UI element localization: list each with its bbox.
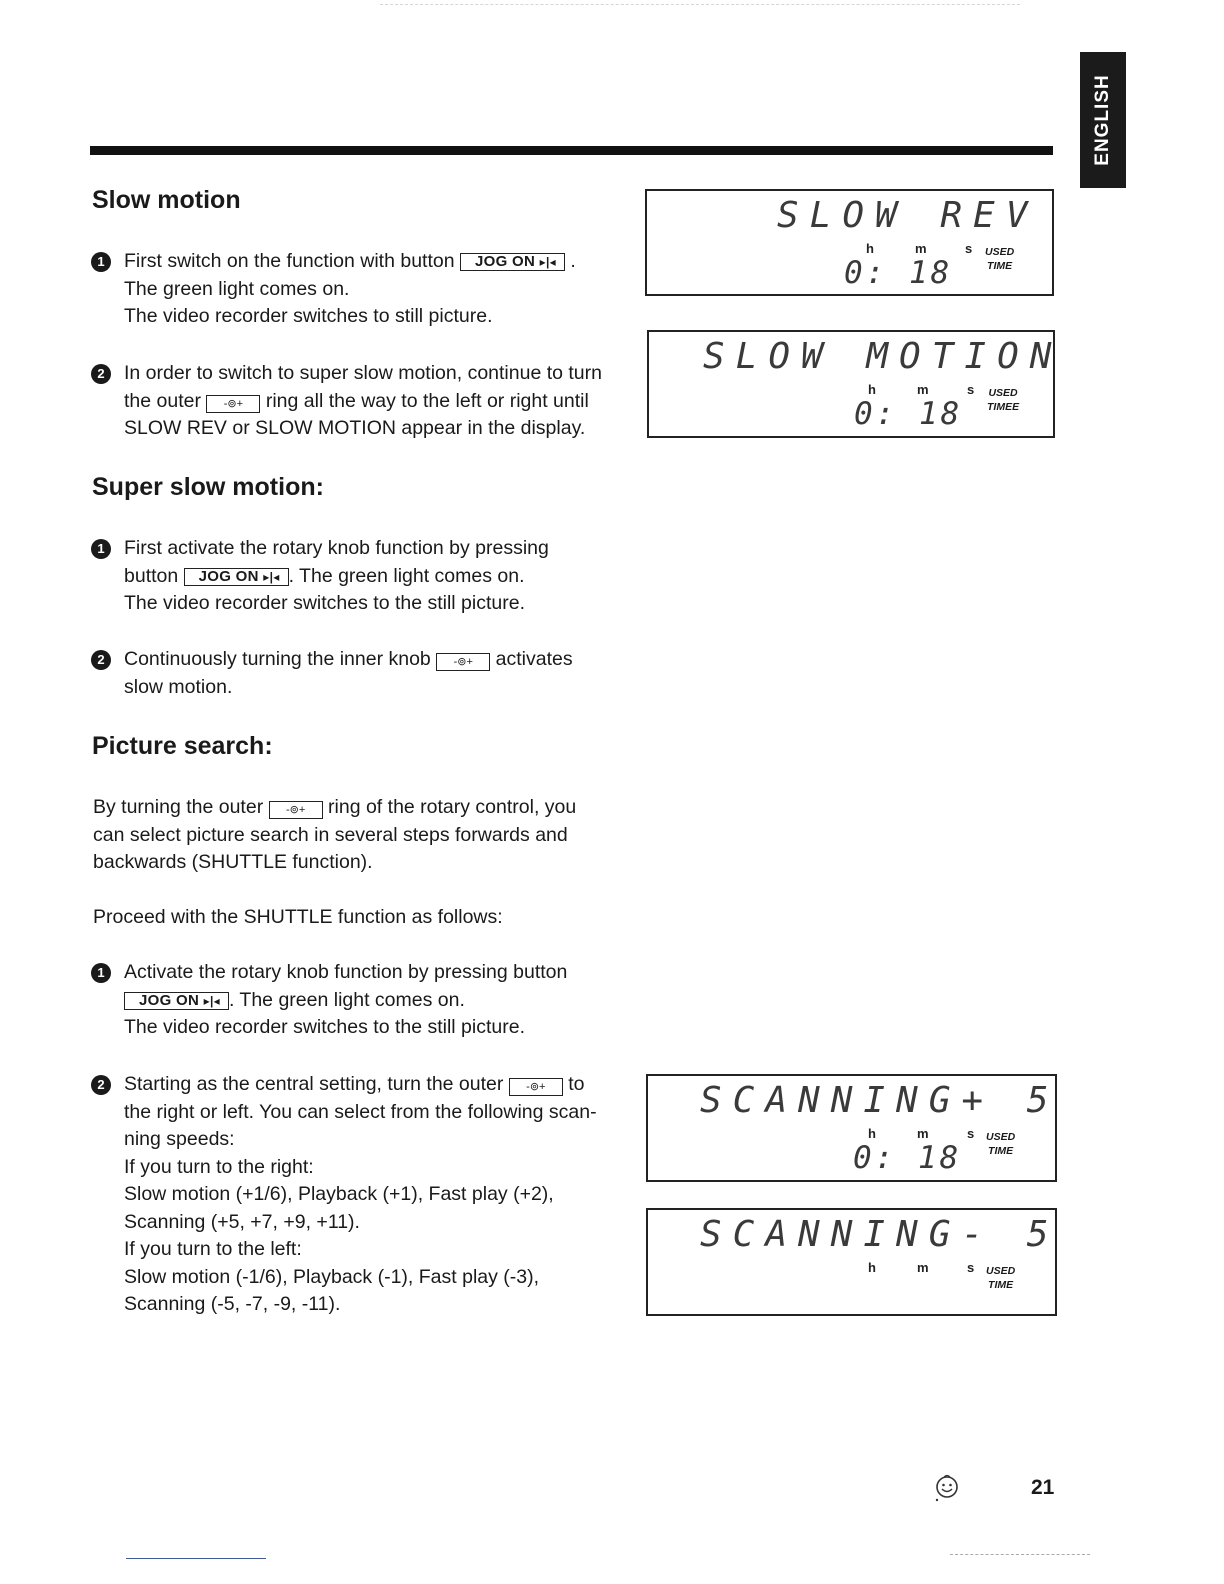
- time-text: TIME: [987, 260, 1013, 272]
- minutes-label: m: [917, 1126, 929, 1141]
- para-text: backwards (SHUTTLE function).: [93, 851, 373, 873]
- para-text: By turning the outer: [93, 796, 264, 818]
- language-label: ENGLISH: [1092, 74, 1113, 166]
- step-text: ring all the way to the left or right until: [265, 389, 589, 412]
- top-rule: [90, 146, 1053, 155]
- display-main-text: SCANNING- 5: [700, 1214, 1060, 1255]
- step-text: First switch on the function with button: [124, 250, 455, 272]
- step-text: to: [568, 1073, 585, 1095]
- step-number: 2: [91, 650, 111, 670]
- para-text: can select picture search in several steps forwards and: [93, 823, 568, 846]
- display-main-text: SLOW REV: [777, 195, 1039, 236]
- slow-motion-step-2: [91, 360, 602, 443]
- seconds-label: s: [965, 241, 973, 256]
- proceed-text: Proceed with the SHUTTLE function as follows:: [93, 906, 503, 928]
- jog-symbol: ▸|◂: [203, 993, 220, 1008]
- picture-search-intro: [93, 794, 576, 877]
- step-text: . The green light comes on.: [228, 988, 465, 1011]
- time-text: TIMEE: [987, 401, 1020, 413]
- heading-picture-search: Picture search:: [92, 732, 273, 760]
- used-time-label: [986, 1264, 1015, 1292]
- step-text: .: [570, 250, 576, 272]
- hours-label: h: [868, 1126, 876, 1141]
- jog-on-button-icon: [184, 568, 289, 586]
- jog-symbol: ▸|◂: [263, 569, 280, 584]
- jog-symbol: ▸|◂: [539, 255, 556, 269]
- time-text: TIME: [988, 1145, 1014, 1157]
- jog-on-button-icon: [460, 253, 565, 271]
- used-text: USED: [988, 387, 1018, 399]
- used-time-label: [987, 386, 1019, 414]
- display-time: 0: 18: [854, 396, 963, 432]
- minutes-label: m: [917, 382, 929, 397]
- minutes-label: m: [915, 241, 927, 256]
- display-slow-motion: [647, 330, 1063, 438]
- picture-search-step-2: [91, 1071, 597, 1319]
- minutes-label: m: [917, 1260, 929, 1275]
- step-text: The video recorder switches to the still picture.: [124, 1016, 526, 1038]
- step-text: . The green light comes on.: [288, 564, 525, 587]
- seconds-label: s: [967, 1260, 975, 1275]
- seconds-label: s: [967, 382, 975, 397]
- language-tab: [1080, 52, 1126, 188]
- display-slow-rev: [645, 189, 1054, 296]
- display-main-text: SLOW MOTION: [703, 336, 1063, 377]
- para-text: ring of the rotary control, you: [328, 796, 577, 818]
- seconds-label: s: [967, 1126, 975, 1141]
- step-text: Starting as the central setting, turn the outer: [124, 1073, 504, 1095]
- step-text: SLOW REV or SLOW MOTION appear in the display.: [124, 417, 586, 439]
- step-text: Continuously turning the inner knob: [124, 648, 431, 670]
- jog-label: JOG ON: [139, 991, 200, 1009]
- used-text: USED: [985, 246, 1015, 258]
- step-text: The green light comes on.: [124, 277, 350, 300]
- step-text: slow motion.: [124, 675, 233, 698]
- step-number: 1: [91, 963, 111, 983]
- step-text: The video recorder switches to still picture.: [124, 305, 493, 327]
- step-text: Scanning (+5, +7, +9, +11).: [124, 1210, 360, 1233]
- time-text: TIME: [988, 1279, 1014, 1291]
- page-number: 21: [1031, 1476, 1055, 1499]
- hours-label: h: [868, 1260, 876, 1275]
- used-text: USED: [986, 1131, 1016, 1143]
- step-text: First activate the rotary knob function by pressing: [124, 537, 549, 559]
- step-text: The video recorder switches to the still picture.: [124, 592, 526, 614]
- step-text: the right or left. You can select from the following scan-: [124, 1100, 597, 1123]
- step-text: Activate the rotary knob function by pressing button: [124, 961, 568, 983]
- jog-label: JOG ON: [198, 567, 259, 585]
- used-time-label: [985, 245, 1014, 273]
- picture-search-step-1: [91, 959, 567, 1042]
- step-text: If you turn to the right:: [124, 1155, 314, 1178]
- hours-label: h: [866, 241, 874, 256]
- slow-motion-step-1: [91, 248, 576, 331]
- outer-ring-icon: -⊚+: [269, 801, 323, 819]
- heading-slow-motion: Slow motion: [92, 186, 241, 214]
- step-number: 1: [91, 252, 111, 272]
- step-text: Slow motion (+1/6), Playback (+1), Fast play (+2),: [124, 1183, 554, 1205]
- heading-super-slow-motion: Super slow motion:: [92, 473, 324, 501]
- used-text: USED: [986, 1265, 1016, 1277]
- smiley-face-icon: [932, 1472, 962, 1502]
- super-slow-step-1: [91, 535, 549, 618]
- scan-artifact-top: [380, 4, 1020, 11]
- jog-on-button-icon: [124, 992, 229, 1010]
- display-scanning-plus: [646, 1074, 1060, 1182]
- super-slow-step-2: [91, 646, 573, 701]
- step-text: ning speeds:: [124, 1128, 235, 1150]
- jog-label: JOG ON: [475, 253, 536, 270]
- display-main-text: SCANNING+ 5: [700, 1080, 1060, 1121]
- display-scanning-minus: [646, 1208, 1060, 1316]
- inner-knob-icon: -⊚+: [436, 653, 490, 671]
- display-time: 0: 18: [853, 1140, 962, 1176]
- step-text: In order to switch to super slow motion, continue to turn: [124, 362, 602, 384]
- display-time: 0: 18: [844, 255, 953, 291]
- outer-ring-icon: -⊚+: [206, 395, 260, 413]
- used-time-label: [986, 1130, 1015, 1158]
- scan-artifact-bottom: [950, 1554, 1090, 1556]
- step-text: Scanning (-5, -7, -9, -11).: [124, 1293, 341, 1315]
- step-text: If you turn to the left:: [124, 1238, 302, 1260]
- step-text: button: [124, 564, 179, 587]
- step-number: 1: [91, 539, 111, 559]
- step-number: 2: [91, 364, 111, 384]
- step-text: the outer: [124, 389, 201, 412]
- step-text: Slow motion (-1/6), Playback (-1), Fast play (-3),: [124, 1265, 540, 1288]
- bottom-link-line: [126, 1558, 266, 1559]
- outer-ring-icon: -⊚+: [509, 1078, 563, 1096]
- step-text: activates: [495, 648, 573, 670]
- step-number: 2: [91, 1075, 111, 1095]
- hours-label: h: [868, 382, 876, 397]
